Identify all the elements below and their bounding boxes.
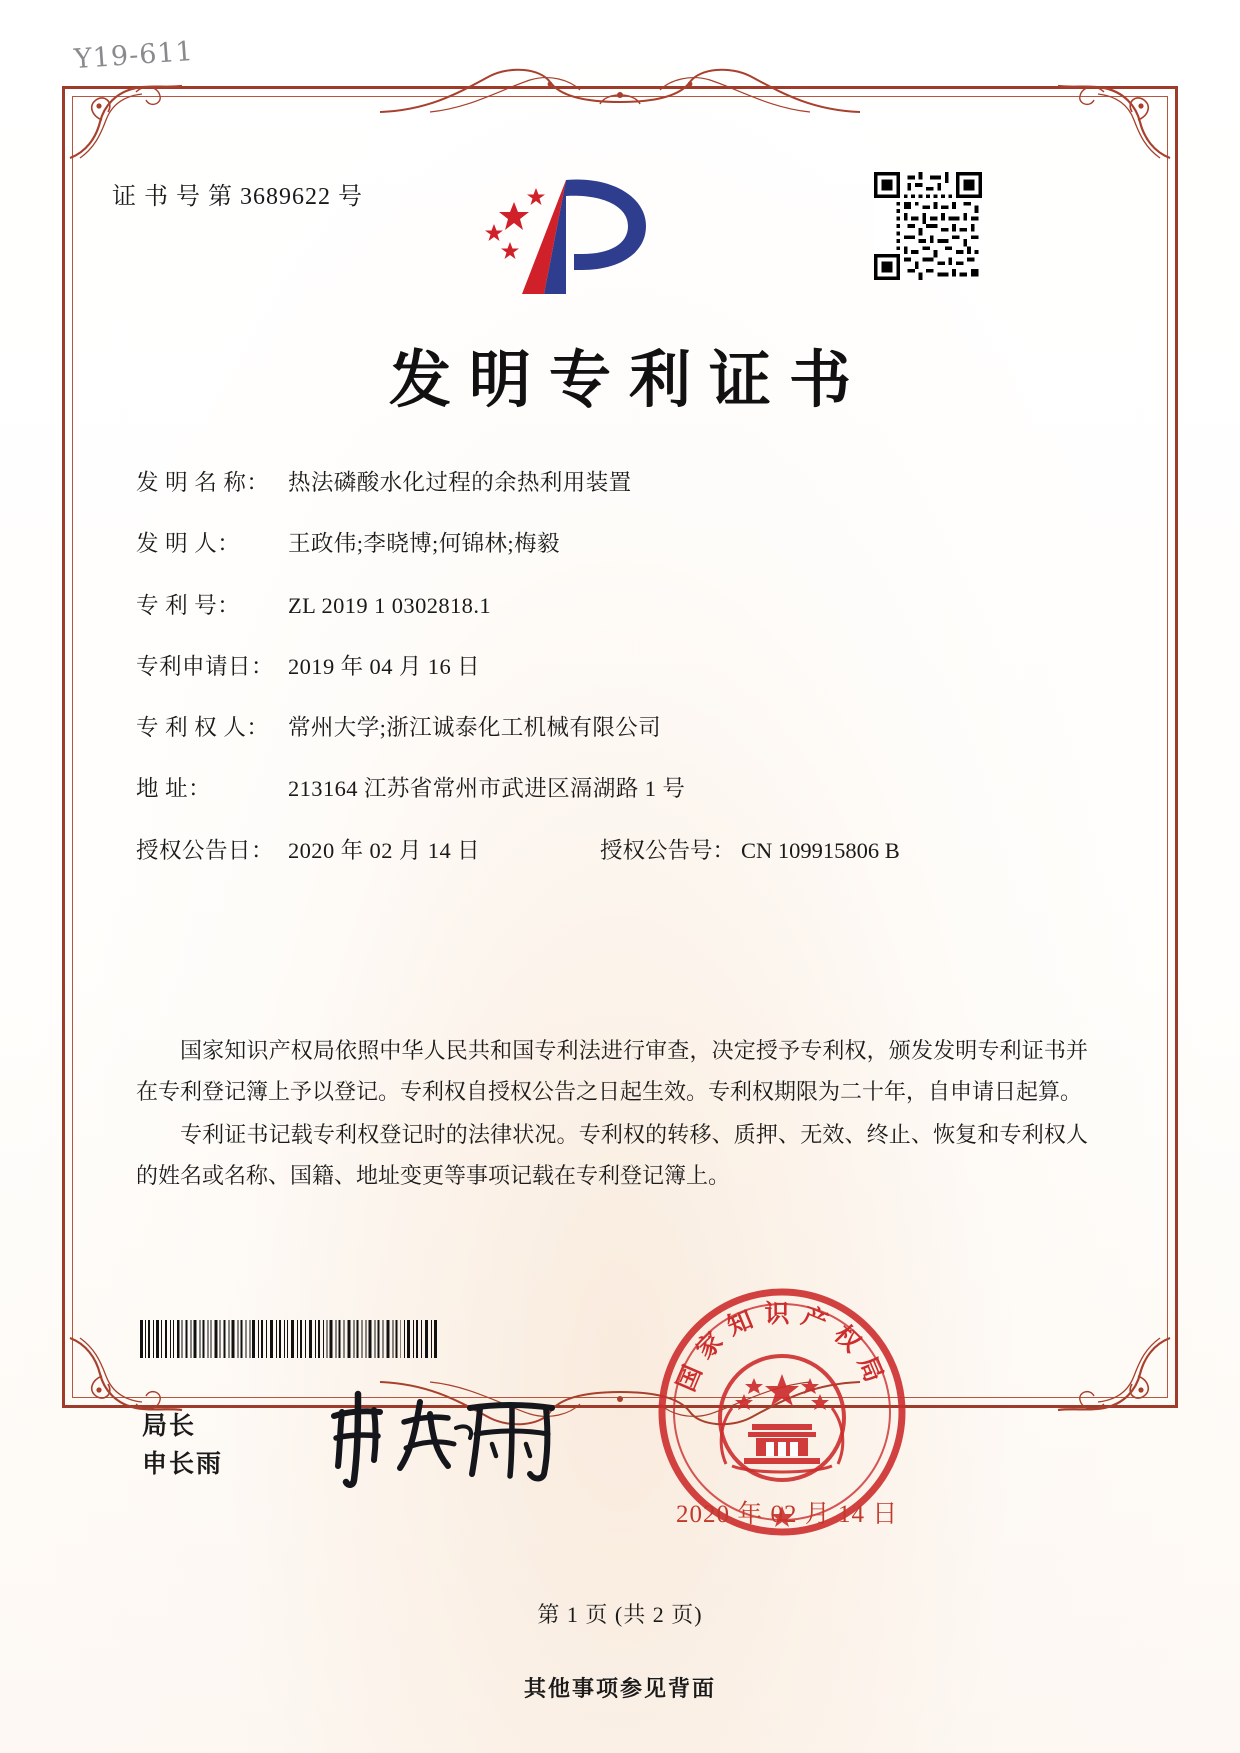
field-grant-announcement	[136, 836, 1116, 865]
page-title: 发明专利证书	[388, 343, 869, 416]
field-value: 王政伟;李晓博;何锦林;梅毅	[288, 531, 560, 557]
signature-block	[142, 1408, 223, 1484]
page-number: 第 1 页 (共 2 页)	[537, 1602, 703, 1627]
svg-text:国家知识产权局: 国家知识产权局	[671, 1299, 893, 1396]
paragraph: 国家知识产权局依照中华人民共和国专利法进行审查，决定授予专利权，颁发发明专利证书并在专利登记簿上予以登记。专利权自授权公告之日起生效。专利权期限为二十年，自申请日起算。	[136, 1038, 1088, 1104]
field-patentee	[136, 713, 1116, 742]
field-value: 热法磷酸水化过程的余热利用装置	[288, 470, 632, 495]
top-ornament-icon	[370, 62, 870, 122]
field-inventors	[136, 529, 1116, 558]
field-value: 常州大学;浙江诚泰化工机械有限公司	[288, 715, 662, 740]
field-address	[136, 774, 1116, 803]
field-value: ZL 2019 1 0302818.1	[288, 592, 492, 618]
field-label: 专利申请日：	[136, 653, 275, 679]
director-name: 申长雨	[142, 1451, 224, 1478]
field-label-secondary: 授权公告号：	[600, 837, 736, 863]
field-label: 发 明 名 称：	[136, 470, 270, 495]
certificate-number: 证 书 号 第 3689622 号	[112, 184, 363, 210]
legal-text	[136, 1030, 1088, 1198]
field-label: 专 利 号：	[136, 592, 241, 618]
field-label: 专 利 权 人：	[136, 715, 270, 740]
field-value: 213164 江苏省常州市武进区滆湖路 1 号	[288, 776, 686, 802]
field-application-date	[136, 652, 1116, 681]
field-invention-title	[136, 468, 1116, 497]
pencil-annotation: Y19-611	[73, 35, 195, 76]
barcode	[140, 1320, 438, 1358]
field-patent-number	[136, 591, 1116, 620]
paragraph: 专利证书记载专利权登记时的法律状况。专利权的转移、质押、无效、终止、恢复和专利权人的姓名或名称、国籍、地址变更等事项记载在专利登记簿上。	[136, 1122, 1088, 1188]
back-side-note: 其他事项参见背面	[523, 1676, 716, 1701]
field-label: 地 址：	[136, 776, 212, 802]
field-value: 2020 年 02 月 14 日	[288, 837, 481, 863]
field-value-secondary: CN 109915806 B	[741, 837, 900, 863]
handwritten-signature	[320, 1382, 580, 1492]
seal-date: 2020 年 02 月 14 日	[676, 1501, 899, 1528]
field-value: 2019 年 04 月 16 日	[288, 653, 481, 679]
field-label: 发 明 人：	[136, 531, 241, 557]
qr-code	[874, 172, 982, 280]
field-label: 授权公告日：	[136, 837, 275, 863]
director-title: 局长	[142, 1413, 197, 1440]
cnipa-logo-icon	[470, 162, 670, 312]
field-list	[136, 468, 1116, 897]
